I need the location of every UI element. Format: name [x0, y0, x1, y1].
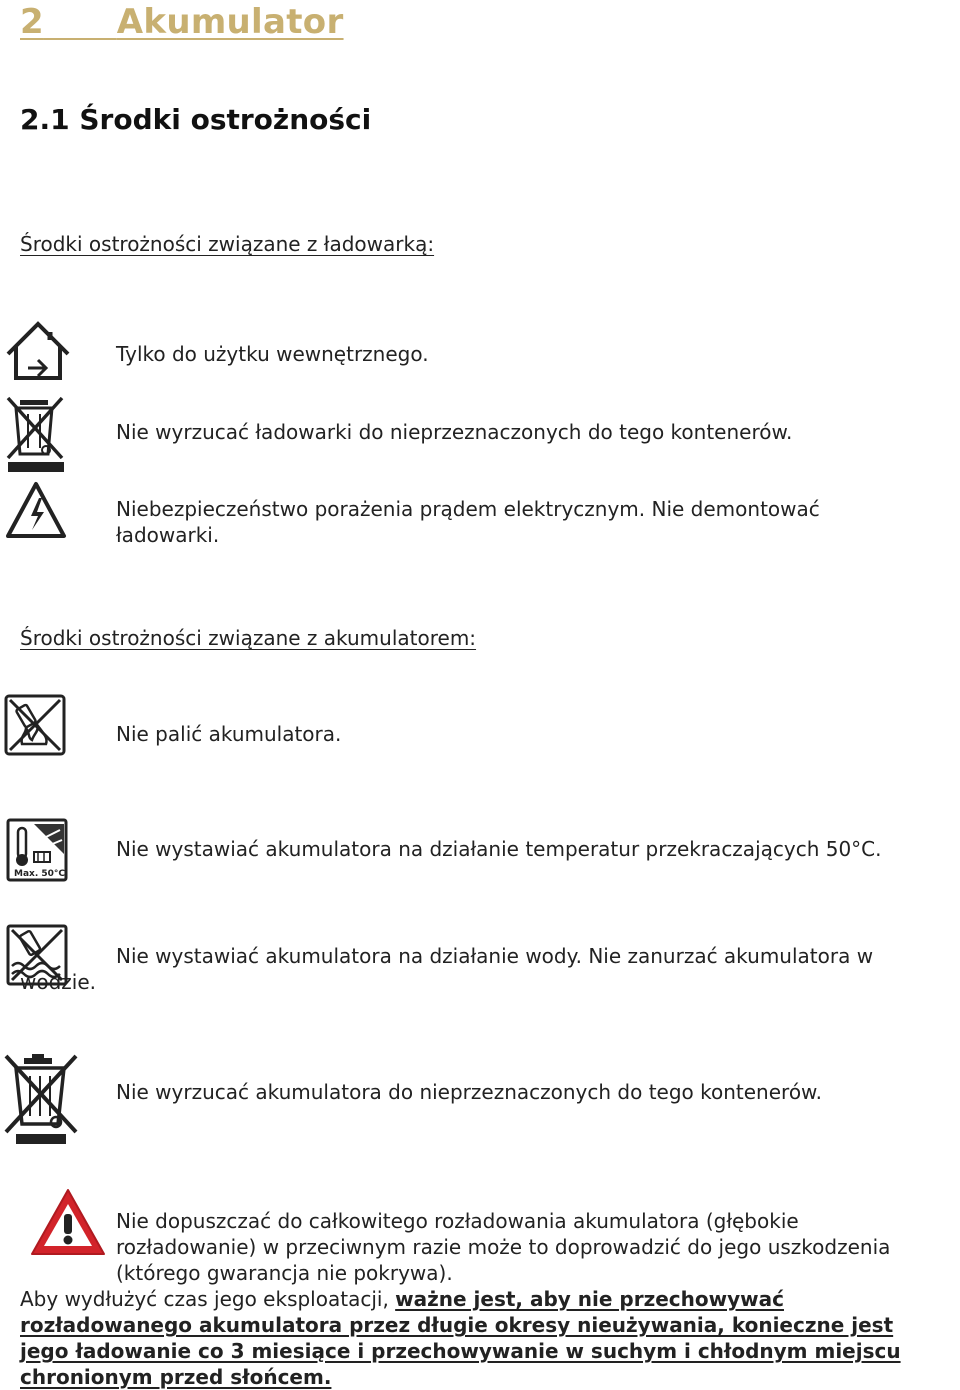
charger-shock-text-line1: Niebezpieczeństwo porażenia prądem elektrycznym. Nie demontować [116, 497, 820, 521]
no-fire-icon [4, 694, 66, 756]
heat-icon-label: Max. 50°C [14, 869, 66, 879]
chapter-title: Akumulator [116, 2, 344, 42]
charger-disposal-text: Nie wyrzucać ładowarki do nieprzeznaczonych do tego kontenerów. [116, 420, 793, 444]
crossed-bin-icon [6, 394, 66, 474]
indoor-house-icon [6, 320, 70, 382]
storage-advice-lead: Aby wydłużyć czas jego eksploatacji, [20, 1287, 396, 1311]
deep-discharge-text-line1: Nie dopuszczać do całkowitego rozładowania akumulatora (głębokie [116, 1209, 799, 1233]
battery-disposal-text: Nie wyrzucać akumulatora do nieprzeznaczonych do tego kontenerów. [116, 1080, 822, 1104]
warning-triangle-icon [28, 1186, 108, 1258]
heat-warning-icon [6, 818, 68, 882]
battery-no-fire-text: Nie palić akumulatora. [116, 722, 342, 746]
storage-advice-emphasis-1: ważne jest, aby nie przechowywać [395, 1287, 784, 1311]
crossed-bin-icon [2, 1052, 80, 1146]
deep-discharge-text-line3: (którego gwarancja nie pokrywa). [116, 1261, 453, 1285]
battery-water-text-line1: Nie wystawiać akumulatora na działanie wody. Nie zanurzać akumulatora w [116, 944, 874, 968]
deep-discharge-text-line2: rozładowanie) w przeciwnym razie może to doprowadzić do jego uszkodzenia [116, 1235, 891, 1259]
high-voltage-icon [4, 480, 68, 540]
section-title: Środki ostrożności [79, 103, 372, 136]
battery-water-text-line2: wodzie. [20, 970, 97, 994]
chapter-heading [20, 2, 344, 42]
section-heading [20, 103, 371, 136]
charger-indoor-text: Tylko do użytku wewnętrznego. [116, 342, 429, 366]
storage-advice-paragraph [20, 1286, 960, 1390]
battery-precautions-heading: Środki ostrożności związane z akumulatorem: [20, 626, 477, 650]
charger-shock-text-line2: ładowarki. [116, 523, 220, 547]
battery-heat-text: Nie wystawiać akumulatora na działanie temperatur przekraczających 50°C. [116, 837, 882, 861]
charger-precautions-heading: Środki ostrożności związane z ładowarką: [20, 232, 435, 256]
storage-advice-emphasis-3: jego ładowanie co 3 miesiące i przechowywanie w suchym i chłodnym miejscu [20, 1339, 901, 1363]
storage-advice-emphasis-2: rozładowanego akumulatora przez długie okresy nieużywania, konieczne jest [20, 1313, 894, 1337]
chapter-number: 2 [20, 2, 44, 42]
storage-advice-emphasis-4: chronionym przed słońcem. [20, 1365, 332, 1389]
section-number: 2.1 [20, 103, 70, 136]
